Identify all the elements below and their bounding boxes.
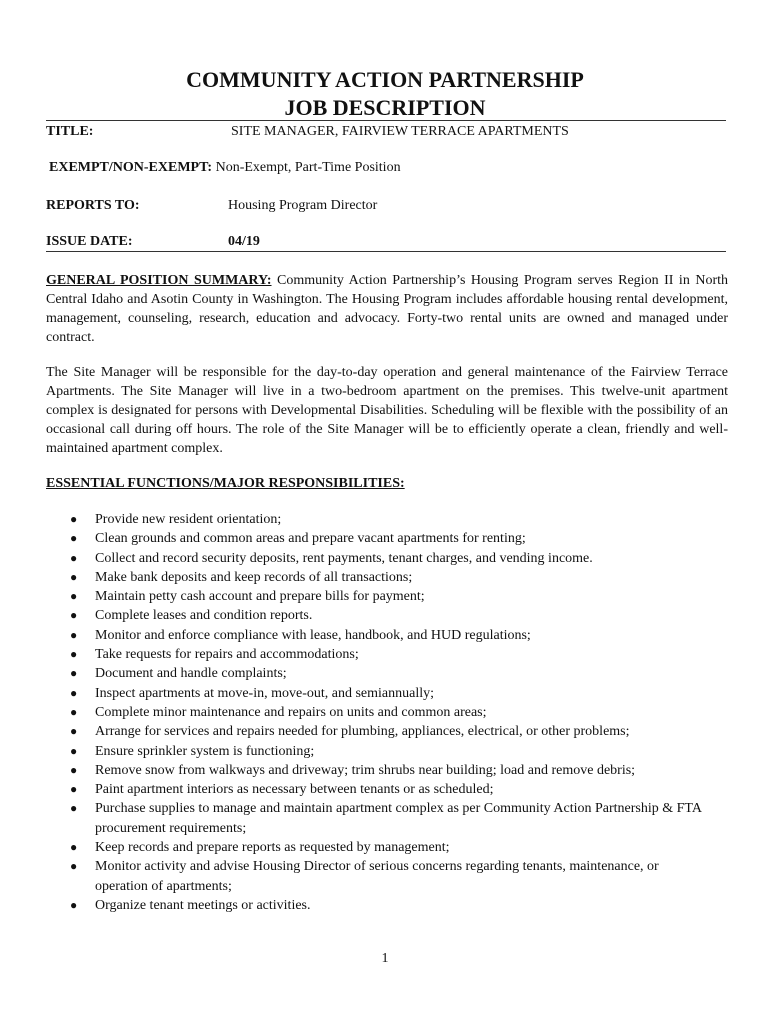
responsibilities-list bbox=[46, 510, 706, 915]
reports-to-value: Housing Program Director bbox=[228, 198, 378, 213]
bullet-icon: ● bbox=[70, 512, 78, 526]
list-item bbox=[46, 780, 706, 799]
bullet-icon: ● bbox=[70, 897, 78, 912]
title-label: TITLE: bbox=[46, 124, 94, 139]
list-item bbox=[46, 664, 706, 683]
bullet-icon: ● bbox=[70, 840, 78, 855]
responsibilities-heading: ESSENTIAL FUNCTIONS/MAJOR RESPONSIBILITIES: bbox=[46, 476, 405, 491]
list-item bbox=[46, 606, 706, 625]
bullet-icon: ● bbox=[70, 724, 78, 739]
list-item bbox=[46, 568, 706, 587]
list-item bbox=[46, 529, 706, 548]
list-item-text: Ensure sprinkler system is functioning; bbox=[95, 743, 315, 759]
document-title-type: JOB DESCRIPTION bbox=[284, 95, 486, 120]
list-item bbox=[46, 587, 706, 606]
bullet-icon: ● bbox=[70, 627, 78, 642]
summary-heading: GENERAL POSITION SUMMARY: bbox=[46, 273, 272, 288]
list-item-text: Complete leases and condition reports. bbox=[95, 608, 313, 624]
list-item-text: Clean grounds and common areas and prepare vacant apartments for renting; bbox=[95, 531, 526, 547]
bullet-icon: ● bbox=[70, 666, 78, 681]
bullet-icon: ● bbox=[70, 801, 78, 816]
reports-to-label: REPORTS TO: bbox=[46, 198, 140, 213]
list-item-text: Make bank deposits and keep records of all transactions; bbox=[95, 569, 413, 585]
general-position-summary bbox=[46, 271, 728, 347]
issue-date-label: ISSUE DATE: bbox=[46, 234, 133, 249]
list-item-text: Purchase supplies to manage and maintain apartment complex as per Community Action Partnership & FTA procurement requirements; bbox=[95, 801, 702, 836]
list-item bbox=[46, 510, 706, 529]
list-item-text: Collect and record security deposits, rent payments, tenant charges, and vending income. bbox=[95, 550, 593, 566]
bullet-icon: ● bbox=[70, 589, 78, 604]
site-manager-paragraph: The Site Manager will be responsible for the day-to-day operation and general maintenance of the Fairview Terrace Apartments. The Site Manager will live in a two-bedroom apartment on the premises. This twelve-unit apartment complex is designated for persons with Developmental Disabilities. Scheduling will be flexible with the possibility of an occasional call during off hours. The role of the Site Manager will be to efficiently operate a clean, friendly and well-maintained apartment complex. bbox=[46, 365, 728, 456]
bullet-icon: ● bbox=[70, 859, 78, 874]
bullet-icon: ● bbox=[70, 743, 78, 758]
list-item bbox=[46, 626, 706, 645]
list-item bbox=[46, 703, 706, 722]
list-item-text: Document and handle complaints; bbox=[95, 666, 287, 682]
bullet-icon: ● bbox=[70, 647, 78, 662]
exempt-row bbox=[49, 159, 401, 177]
divider-bottom bbox=[46, 251, 726, 252]
list-item bbox=[46, 645, 706, 664]
bullet-icon: ● bbox=[70, 608, 78, 623]
list-item bbox=[46, 742, 706, 761]
list-item bbox=[46, 549, 706, 568]
issue-date-value: 04/19 bbox=[228, 234, 260, 249]
list-item-text: Maintain petty cash account and prepare bills for payment; bbox=[95, 589, 425, 605]
list-item bbox=[46, 761, 706, 780]
summary-text: Community Action Partnership’s Housing Program serves Region II in North Central Idaho and Asotin County in Washington. The Housing Program includes affordable housing rental development, management, counseling, research, education and advocacy. Forty-two rental units are owned and managed under contract. bbox=[46, 273, 729, 345]
page-number: 1 bbox=[381, 951, 389, 966]
list-item-text: Paint apartment interiors as necessary between tenants or as scheduled; bbox=[95, 782, 494, 798]
list-item bbox=[46, 684, 706, 703]
document-title-organization: COMMUNITY ACTION PARTNERSHIP bbox=[186, 67, 584, 92]
list-item-text: Monitor activity and advise Housing Director of serious concerns regarding tenants, maintenance, or operation of apartments; bbox=[95, 859, 659, 894]
list-item-text: Monitor and enforce compliance with lease, handbook, and HUD regulations; bbox=[95, 627, 531, 643]
bullet-icon: ● bbox=[70, 531, 78, 546]
list-item bbox=[46, 896, 706, 915]
list-item-text: Arrange for services and repairs needed for plumbing, appliances, electrical, or other problems; bbox=[95, 724, 630, 740]
bullet-icon: ● bbox=[70, 569, 78, 584]
list-item-text: Take requests for repairs and accommodations; bbox=[95, 647, 359, 663]
list-item bbox=[46, 722, 706, 741]
divider-top bbox=[46, 120, 726, 121]
list-item-text: Inspect apartments at move-in, move-out, and semiannually; bbox=[95, 685, 435, 701]
bullet-icon: ● bbox=[70, 685, 78, 700]
bullet-icon: ● bbox=[70, 762, 78, 777]
title-value: SITE MANAGER, FAIRVIEW TERRACE APARTMENTS bbox=[231, 124, 569, 139]
bullet-icon: ● bbox=[70, 704, 78, 719]
list-item-text: Keep records and prepare reports as requested by management; bbox=[95, 840, 450, 856]
list-item bbox=[46, 857, 706, 896]
list-item-text: Complete minor maintenance and repairs on units and common areas; bbox=[95, 704, 487, 720]
list-item-text: Remove snow from walkways and driveway; trim shrubs near building; load and remove debris; bbox=[95, 762, 636, 778]
list-item bbox=[46, 799, 706, 838]
exempt-label: EXEMPT/NON-EXEMPT: bbox=[49, 160, 213, 175]
list-item-text: Provide new resident orientation; bbox=[95, 512, 282, 527]
bullet-icon: ● bbox=[70, 782, 78, 797]
list-item bbox=[46, 838, 706, 857]
list-item-text: Organize tenant meetings or activities. bbox=[95, 897, 311, 913]
exempt-value: Non-Exempt, Part-Time Position bbox=[215, 160, 401, 175]
bullet-icon: ● bbox=[70, 550, 78, 565]
